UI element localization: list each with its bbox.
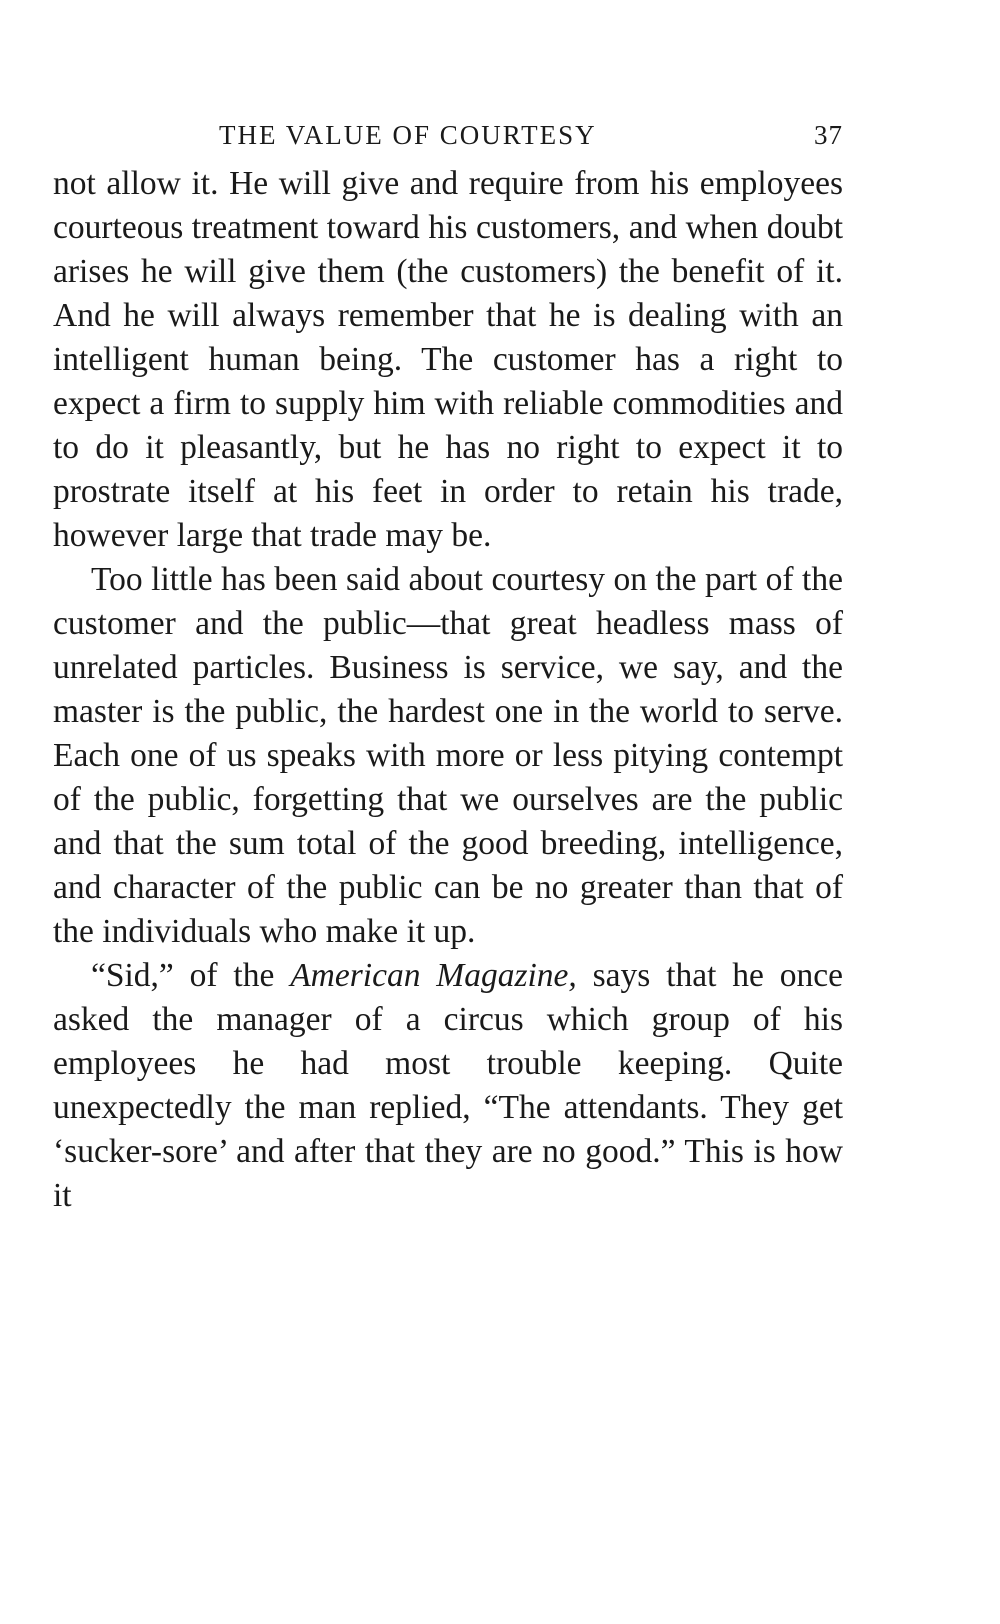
- magazine-title: American Magazine,: [290, 957, 577, 994]
- chapter-title: THE VALUE OF COURTESY: [219, 120, 597, 150]
- running-head: [53, 110, 843, 162]
- paragraph-public-courtesy: Too little has been said about courtesy on the part of the customer and the public—that great headless mass of unrelated particles. Business is service, we say, and the master is the public, the hardest one in the world to serve. Each one of us speaks with more or less pitying contempt of the public, forgetting that we ourselves are the public and that the sum total of the good breeding, intelligence, and character of the public can be no greater than that of the individuals who make it up.: [53, 561, 843, 950]
- paragraph-sid-anecdote: [53, 954, 843, 1218]
- paragraph-lead: “Sid,” of the: [91, 957, 291, 994]
- paragraph-continuation: not allow it. He will give and require from his employees courteous treatment toward his customers, and when doubt arises he will give them (the customers) the benefit of it. And he will always remember that he is dealing with an intelligent human being. The customer has a right to expect a firm to supply him with reliable commodities and to do it pleasantly, but he has no right to expect it to prostrate itself at his feet in order to retain his trade, however large that trade may be.: [53, 165, 843, 554]
- paragraph-rest: says that he once asked the manager of a circus which group of his employees he had most trouble keeping. Quite unexpectedly the man replied, “The attendants. They get ‘sucker-sore’ and after that they are no good.” This is how it: [53, 957, 843, 1214]
- page-number: 37: [814, 120, 843, 150]
- book-page: [53, 110, 843, 1218]
- body-text: [53, 162, 843, 1218]
